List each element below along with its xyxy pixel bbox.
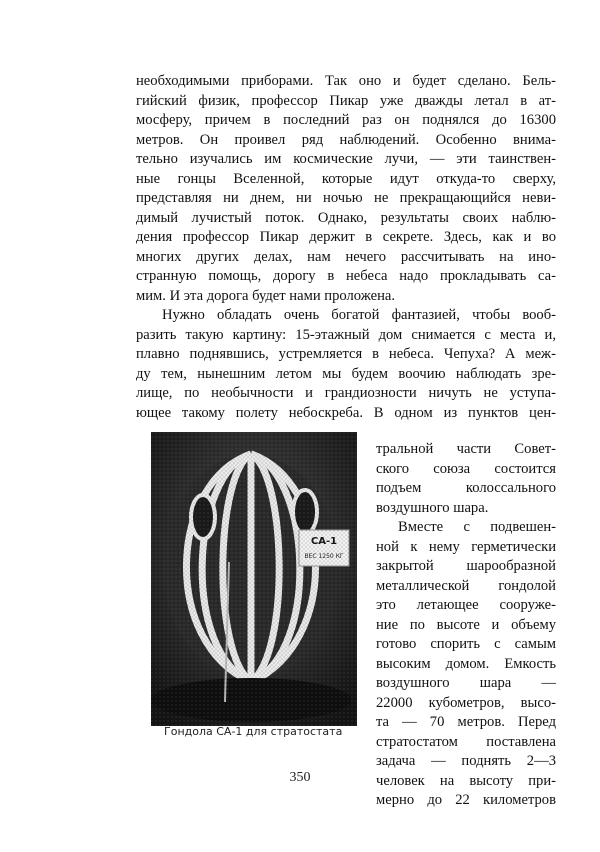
text-line: стратостатом поставлена [376,733,556,750]
text-line: ского союза состоится [376,460,556,477]
text-line: воздушного шара — [376,675,556,691]
text-line: ние по высоте и объему [376,616,556,633]
text-line: лище, по необычности и грандиозности ничуть не уступа- [136,385,556,401]
text-line: 22000 кубометров, высо- [376,694,556,711]
text-line: воздушного шара. [376,499,489,516]
text-line: метров. Он проивел ряд наблюдений. Особенно внима- [136,131,556,148]
text-line: необходимыми приборами. Так оно и будет сделано. Бель- [136,73,556,89]
page-number: 350 [289,770,311,785]
text-line: дения профессор Пикар держит в секрете. Здесь, как и во [136,229,556,245]
text-line: готово спорить с самым [376,636,556,652]
text-line: мерно до 22 километров [376,792,556,808]
text-line: подъем колоссального [376,480,556,496]
text-line: высоким домом. Емкость [376,655,556,672]
text-line: Вместе с подвешен- [398,519,556,535]
text-line: ные гонцы Вселенной, которые идут откуда-то сверху, [136,170,556,187]
text-line: мим. И эта дорога будет нами проложена. [136,287,396,304]
text-line: тельно изучались им космические лучи, — эти таинствен- [136,151,556,167]
text-line: ду тем, нынешним летом мы будем воочию наблюдать зре- [136,365,556,382]
figure [144,420,364,750]
text-line: гийский физик, профессор Пикар уже дважды летал в ат- [136,92,556,109]
text-line: металлической гондолой [376,577,556,594]
text-line: Нужно обладать очень богатой фантазией, чтобы вооб- [162,307,556,323]
text-line: странную помощь, дорогу в небеса надо прокладывать са- [136,268,556,284]
text-line: разить такую картину: 15-этажный дом снимается с места и, [136,326,556,343]
gondola-photo [151,432,357,726]
text-line: тральной части Совет- [376,441,556,457]
text-line: та — 70 метров. Перед [376,714,556,730]
gondola-illustration [151,432,357,726]
text-line: димый лучистый поток. Однако, результаты своих наблю- [136,209,556,226]
text-line: мосферу, причем в последний раз он поднялся до 16300 [136,112,556,128]
text-line: закрытой шарообразной [376,558,556,574]
text-line: человек на высоту при- [376,772,556,789]
figure-caption: Гондола СА-1 для стратостата [164,725,343,738]
text-line: представляя ни днем, ни ночью не прекращающийся неви- [136,190,556,206]
text-line: это летающее сооруже- [376,597,556,613]
text-line: плавно поднявшись, устремляется в небеса. Чепуха? А меж- [136,346,556,362]
text-line: ющее такому полету небоскреба. В одном из пунктов цен- [136,404,556,421]
text-line: задача — поднять 2—3 [376,753,556,769]
text-line: ной к нему герметически [376,538,556,555]
text-line: многих других делах, нам нечего рассчитывать на ино- [136,248,556,265]
